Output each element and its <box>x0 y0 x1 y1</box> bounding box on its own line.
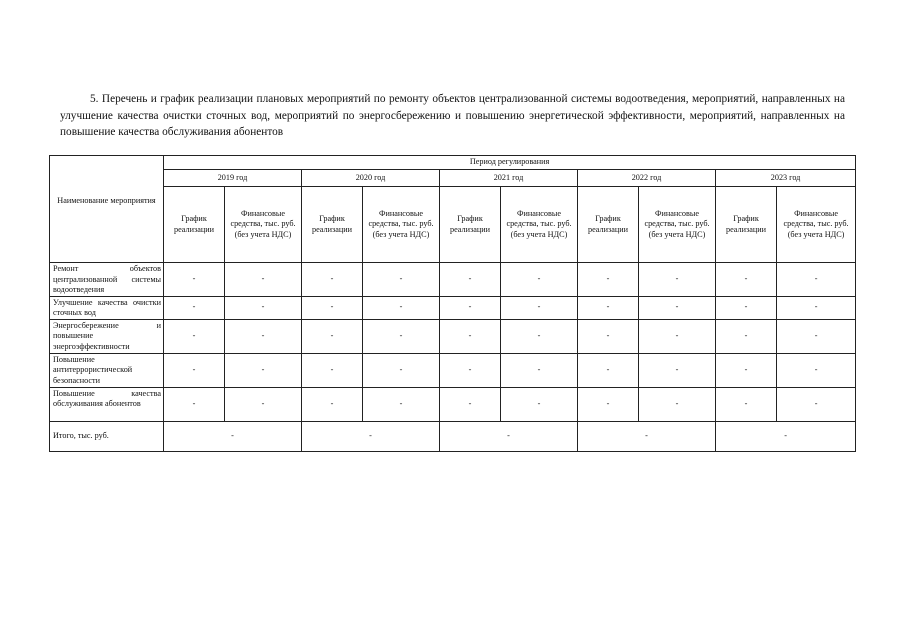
subheader-finance: Финансовые средства, тыс. руб. (без учета НДС) <box>777 187 856 263</box>
table-cell: - <box>302 387 363 421</box>
table-cell: - <box>302 296 363 319</box>
year-header: 2022 год <box>578 170 716 187</box>
table-cell: - <box>302 319 363 353</box>
subheader-schedule: График реализации <box>440 187 501 263</box>
subheader-schedule: График реализации <box>164 187 225 263</box>
subheader-finance: Финансовые средства, тыс. руб. (без учета НДС) <box>363 187 440 263</box>
table-cell: - <box>716 263 777 297</box>
table-cell: - <box>302 353 363 387</box>
table-cell: - <box>225 296 302 319</box>
table-cell: - <box>501 319 578 353</box>
row-name: Улучшение качества очистки сточных вод <box>50 296 164 319</box>
events-schedule-table <box>49 155 856 452</box>
table-header-row-subcolumns <box>50 187 856 263</box>
table-cell: - <box>777 319 856 353</box>
table-cell: - <box>716 296 777 319</box>
total-value: - <box>716 421 856 451</box>
table-row <box>50 319 856 353</box>
table-cell: - <box>716 319 777 353</box>
table-cell: - <box>639 319 716 353</box>
table-cell: - <box>225 387 302 421</box>
row-name: Повышение антитеррористической безопасности <box>50 353 164 387</box>
subheader-schedule: График реализации <box>716 187 777 263</box>
row-name: Ремонт объектов централизованной системы водоотведения <box>50 263 164 297</box>
subheader-finance: Финансовые средства, тыс. руб. (без учета НДС) <box>639 187 716 263</box>
table-cell: - <box>578 387 639 421</box>
table-cell: - <box>363 296 440 319</box>
table-cell: - <box>440 296 501 319</box>
column-header-period: Период регулирования <box>164 156 856 170</box>
table-cell: - <box>639 296 716 319</box>
table-cell: - <box>225 319 302 353</box>
subheader-schedule: График реализации <box>578 187 639 263</box>
table-cell: - <box>501 263 578 297</box>
table-cell: - <box>164 263 225 297</box>
table-cell: - <box>363 387 440 421</box>
total-value: - <box>578 421 716 451</box>
table-cell: - <box>164 296 225 319</box>
table-cell: - <box>639 263 716 297</box>
table-cell: - <box>164 353 225 387</box>
section-heading: 5. Перечень и график реализации плановых мероприятий по ремонту объектов централизованной системы водоотведения, мероприятий, направленных на улучшение качества очистки сточных вод, мероприятий по энергосбережению и повышению энергетической эффективности, мероприятий, направленных на повышение качества обслуживания абонентов <box>60 93 845 138</box>
row-name: Повышение качества обслуживания абонентов <box>50 387 164 421</box>
total-value: - <box>164 421 302 451</box>
table-cell: - <box>363 319 440 353</box>
table-cell: - <box>777 263 856 297</box>
row-name: Энергосбережение и повышение энергоэффективности <box>50 319 164 353</box>
table-cell: - <box>501 296 578 319</box>
table-row <box>50 387 856 421</box>
subheader-schedule: График реализации <box>302 187 363 263</box>
table-cell: - <box>440 319 501 353</box>
table-row <box>50 296 856 319</box>
total-value: - <box>302 421 440 451</box>
table-cell: - <box>716 387 777 421</box>
table-cell: - <box>578 263 639 297</box>
table-cell: - <box>164 387 225 421</box>
year-header: 2021 год <box>440 170 578 187</box>
table-cell: - <box>363 263 440 297</box>
table-cell: - <box>777 387 856 421</box>
table-cell: - <box>363 353 440 387</box>
table-cell: - <box>777 296 856 319</box>
table-cell: - <box>302 263 363 297</box>
column-header-name: Наименование мероприятия <box>50 156 164 263</box>
table-cell: - <box>440 387 501 421</box>
subheader-finance: Финансовые средства, тыс. руб. (без учета НДС) <box>501 187 578 263</box>
table-total-row <box>50 421 856 451</box>
table-cell: - <box>225 353 302 387</box>
total-value: - <box>440 421 578 451</box>
table-cell: - <box>777 353 856 387</box>
table-cell: - <box>164 319 225 353</box>
table-cell: - <box>440 263 501 297</box>
table-cell: - <box>639 387 716 421</box>
year-header: 2023 год <box>716 170 856 187</box>
table-cell: - <box>578 353 639 387</box>
table-cell: - <box>639 353 716 387</box>
table-cell: - <box>716 353 777 387</box>
table-row <box>50 353 856 387</box>
table-cell: - <box>501 353 578 387</box>
year-header: 2019 год <box>164 170 302 187</box>
table-cell: - <box>225 263 302 297</box>
table-header-row-years <box>50 170 856 187</box>
year-header: 2020 год <box>302 170 440 187</box>
table-row <box>50 263 856 297</box>
subheader-finance: Финансовые средства, тыс. руб. (без учета НДС) <box>225 187 302 263</box>
table-cell: - <box>501 387 578 421</box>
table-cell: - <box>578 296 639 319</box>
table-cell: - <box>578 319 639 353</box>
table-cell: - <box>440 353 501 387</box>
total-label: Итого, тыс. руб. <box>50 421 164 451</box>
table-header-row-period <box>50 156 856 170</box>
